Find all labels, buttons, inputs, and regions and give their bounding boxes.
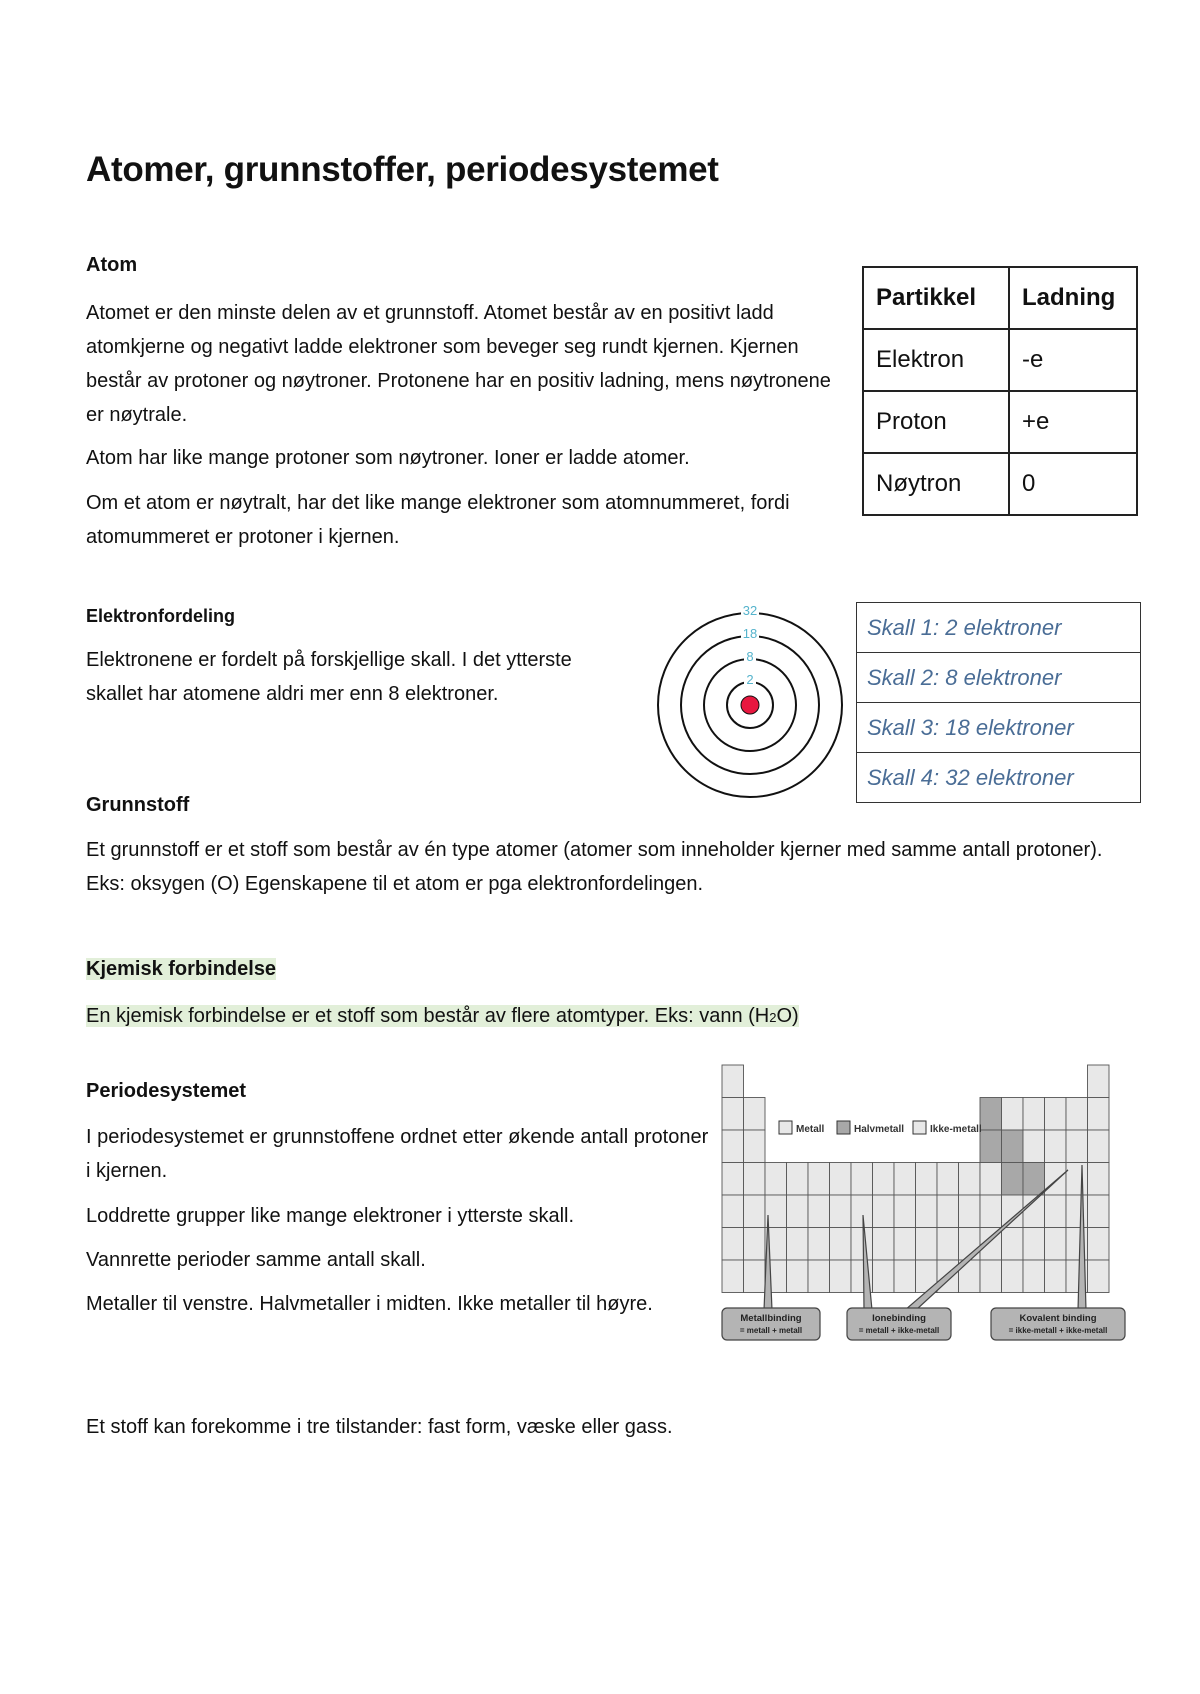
table-row	[857, 703, 1141, 753]
element-cell	[1023, 1228, 1045, 1261]
legend-nonmetal: Ikke-metall	[930, 1124, 982, 1135]
element-cell	[851, 1163, 873, 1196]
element-cell	[1045, 1163, 1067, 1196]
element-cell	[1066, 1098, 1088, 1131]
legend-metal: Metall	[796, 1124, 825, 1135]
shell-label: 32	[742, 605, 758, 618]
element-cell	[830, 1195, 852, 1228]
table-row	[863, 391, 1137, 453]
element-cell	[873, 1228, 895, 1261]
binding-title: Kovalent binding	[1019, 1313, 1097, 1324]
element-cell	[1088, 1098, 1110, 1131]
element-cell	[980, 1260, 1002, 1293]
element-cell	[1002, 1163, 1024, 1196]
compound-text-subscript: 2	[769, 1010, 777, 1025]
element-cell	[1088, 1228, 1110, 1261]
element-cell	[1002, 1130, 1024, 1163]
element-cell	[830, 1260, 852, 1293]
periodic-paragraph-1: I periodesystemet er grunnstoffene ordnet etter økende antall protoner i kjernen.	[86, 1126, 709, 1182]
shell-capacity: Skall 4: 32 elektroner	[857, 753, 1141, 803]
element-cell	[1023, 1130, 1045, 1163]
compound-heading-highlight: Kjemisk forbindelse	[86, 958, 277, 980]
table-row	[857, 603, 1141, 653]
element-cell	[808, 1260, 830, 1293]
legend-swatch-nonmetal	[913, 1121, 926, 1134]
particle-header-particle: Partikkel	[863, 267, 1009, 329]
element-cell	[1023, 1260, 1045, 1293]
element-cell	[744, 1260, 766, 1293]
element-cell	[851, 1195, 873, 1228]
element-cell	[830, 1163, 852, 1196]
element-cell	[1088, 1130, 1110, 1163]
element-cell	[1088, 1195, 1110, 1228]
nucleus	[741, 696, 759, 714]
particle-charge: +e	[1009, 391, 1137, 453]
table-row	[863, 329, 1137, 391]
particle-name: Nøytron	[863, 453, 1009, 515]
element-cell	[1066, 1130, 1088, 1163]
page-title: Atomer, grunnstoffer, periodesystemet	[86, 150, 719, 189]
table-row	[857, 753, 1141, 803]
element-cell	[808, 1195, 830, 1228]
periodic-paragraph-2: Loddrette grupper like mange elektroner i ytterste skall.	[86, 1205, 575, 1227]
element-cell	[873, 1195, 895, 1228]
element-cell	[787, 1228, 809, 1261]
element-cell	[980, 1163, 1002, 1196]
element-cell	[980, 1098, 1002, 1131]
element-cell	[1066, 1163, 1088, 1196]
particle-name: Proton	[863, 391, 1009, 453]
particle-table	[862, 266, 1138, 516]
element-cell	[894, 1195, 916, 1228]
table-row	[857, 653, 1141, 703]
heading-electron-distribution: Elektronfordeling	[86, 606, 236, 626]
shell-capacity: Skall 3: 18 elektroner	[857, 703, 1141, 753]
compound-text	[86, 999, 799, 1035]
heading-periodic-table: Periodesystemet	[86, 1080, 247, 1102]
binding-label-covalent	[991, 1308, 1125, 1340]
element-cell	[830, 1228, 852, 1261]
element-cell	[744, 1228, 766, 1261]
shell-capacity-table	[856, 602, 1141, 803]
shell-capacity: Skall 1: 2 elektroner	[857, 603, 1141, 653]
atom-paragraph-1: Atomet er den minste delen av et grunnstoff. Atomet består av en positivt ladd atomkjerne og negativt ladde elektroner som beveger seg rundt kjernen. Kjernen består av protoner og nøytroner. Protonene har en positiv ladning, mens nøytronene er nøytrale.	[86, 302, 831, 426]
element-cell	[744, 1163, 766, 1196]
particle-header-charge: Ladning	[1009, 267, 1137, 329]
element-cell	[722, 1065, 744, 1098]
element-cell	[937, 1163, 959, 1196]
element-cell	[787, 1163, 809, 1196]
particle-table-header	[863, 267, 1137, 329]
element-cell	[980, 1195, 1002, 1228]
element-cell	[937, 1228, 959, 1261]
states-text: Et stoff kan forekomme i tre tilstander: fast form, væske eller gass.	[86, 1416, 673, 1438]
element-cell	[808, 1163, 830, 1196]
element-cell	[980, 1130, 1002, 1163]
element-cell	[1088, 1260, 1110, 1293]
electron-distribution-text: Elektronene er fordelt på forskjellige skall. I det ytterste skallet har atomene aldri mer enn 8 elektroner.	[86, 649, 572, 705]
legend-swatch-metal	[779, 1121, 792, 1134]
shell-label: 18	[742, 626, 758, 641]
element-cell	[851, 1228, 873, 1261]
compound-text-pre: En kjemisk forbindelse er et stoff som består av flere atomtyper. Eks: vann (H	[86, 1005, 770, 1027]
element-cell	[722, 1260, 744, 1293]
element-cell	[1045, 1098, 1067, 1131]
element-cell	[1002, 1228, 1024, 1261]
heading-compound	[86, 958, 276, 981]
binding-subtitle: = metall + ikke-metall	[858, 1326, 940, 1335]
element-cell	[765, 1163, 787, 1196]
periodic-paragraph-3: Vannrette perioder samme antall skall.	[86, 1249, 426, 1271]
element-cell	[1023, 1098, 1045, 1131]
element-cell	[959, 1163, 981, 1196]
element-cell	[1045, 1195, 1067, 1228]
element-cell	[873, 1163, 895, 1196]
binding-title: Metallbinding	[740, 1313, 802, 1324]
particle-charge: 0	[1009, 453, 1137, 515]
binding-subtitle: = ikke-metall + ikke-metall	[1008, 1326, 1108, 1335]
element-cell	[722, 1195, 744, 1228]
element-cell	[722, 1130, 744, 1163]
element-cell	[959, 1195, 981, 1228]
element-cell	[916, 1195, 938, 1228]
element-cell	[873, 1260, 895, 1293]
electron-shell-diagram	[650, 605, 850, 805]
table-row	[863, 453, 1137, 515]
periodic-table-diagram	[720, 1055, 1140, 1370]
shell-capacity: Skall 2: 8 elektroner	[857, 653, 1141, 703]
element-cell	[722, 1163, 744, 1196]
binding-label-metal	[722, 1308, 820, 1340]
particle-charge: -e	[1009, 329, 1137, 391]
element-cell	[1045, 1228, 1067, 1261]
atom-paragraph-2: Atom har like mange protoner som nøytroner. Ioner er ladde atomer.	[86, 447, 690, 469]
compound-text-post: O)	[776, 1005, 799, 1027]
element-text: Et grunnstoff er et stoff som består av én type atomer (atomer som inneholder kjerner med samme antall protoner). Eks: oksygen (O) Egenskapene til et atom er pga elektronfordelingen.	[86, 839, 1103, 895]
shell-label: 2	[746, 672, 754, 687]
element-cell	[1002, 1260, 1024, 1293]
binding-subtitle: = metall + metall	[739, 1326, 803, 1335]
periodic-table-cells	[722, 1065, 1109, 1293]
element-cell	[894, 1228, 916, 1261]
element-cell	[916, 1228, 938, 1261]
element-cell	[894, 1163, 916, 1196]
element-cell	[1088, 1163, 1110, 1196]
atom-paragraph-3: Om et atom er nøytralt, har det like mange elektroner som atomnummeret, fordi atomummeret er protoner i kjernen.	[86, 492, 790, 548]
element-cell	[1088, 1065, 1110, 1098]
element-cell	[916, 1163, 938, 1196]
periodic-paragraph-4: Metaller til venstre. Halvmetaller i midten. Ikke metaller til høyre.	[86, 1293, 653, 1315]
element-cell	[744, 1130, 766, 1163]
element-cell	[808, 1228, 830, 1261]
element-cell	[1045, 1260, 1067, 1293]
element-cell	[722, 1228, 744, 1261]
shell-label: 8	[746, 649, 754, 664]
binding-label-ionic	[847, 1308, 951, 1340]
element-cell	[722, 1098, 744, 1131]
element-cell	[1002, 1098, 1024, 1131]
element-cell	[937, 1195, 959, 1228]
heading-element: Grunnstoff	[86, 794, 190, 816]
element-cell	[1023, 1163, 1045, 1196]
element-cell	[744, 1195, 766, 1228]
compound-text-highlight	[86, 1005, 799, 1027]
element-cell	[787, 1260, 809, 1293]
heading-atom: Atom	[86, 254, 138, 276]
element-cell	[1066, 1195, 1088, 1228]
binding-title: Ionebinding	[872, 1313, 926, 1324]
periodic-legend	[779, 1121, 982, 1135]
legend-swatch-semimetal	[837, 1121, 850, 1134]
element-cell	[787, 1195, 809, 1228]
element-cell	[1045, 1130, 1067, 1163]
element-cell	[894, 1260, 916, 1293]
legend-semimetal: Halvmetall	[854, 1124, 905, 1135]
element-cell	[744, 1098, 766, 1131]
particle-name: Elektron	[863, 329, 1009, 391]
